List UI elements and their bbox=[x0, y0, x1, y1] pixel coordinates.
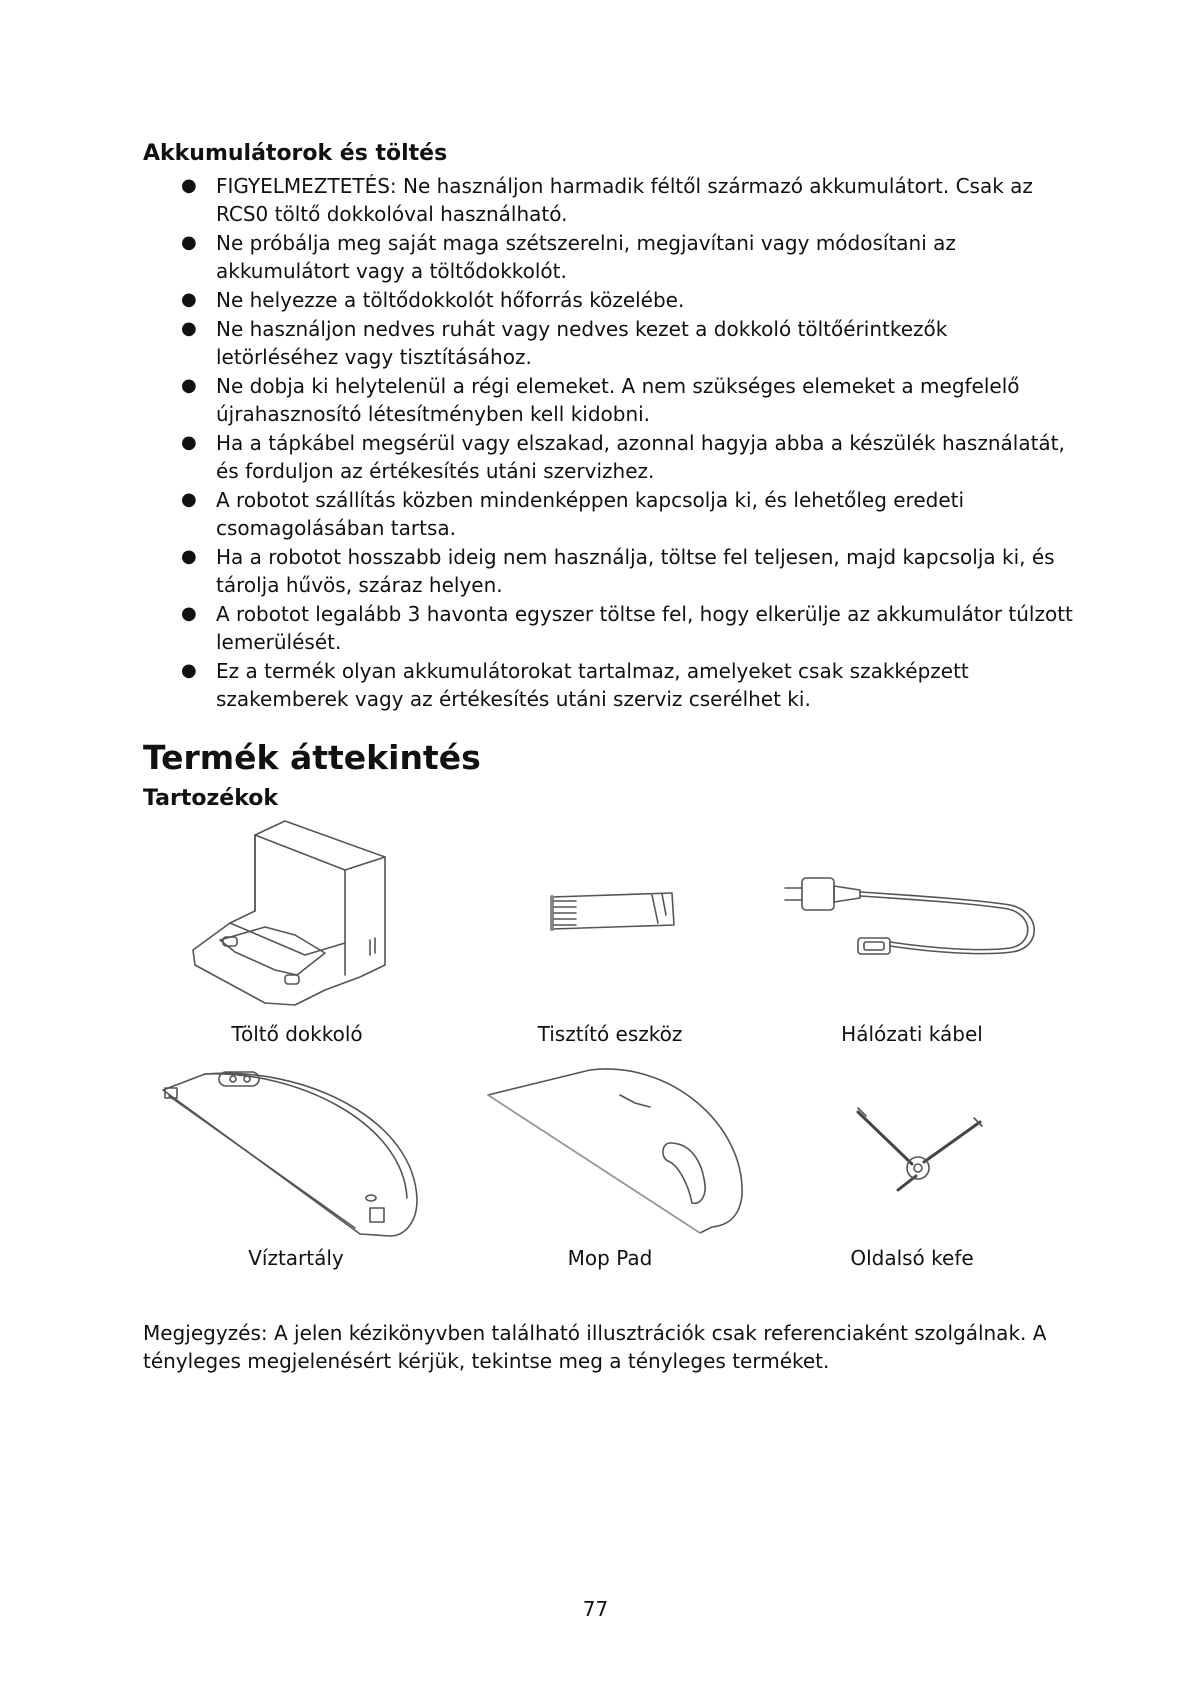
water-tank-item bbox=[155, 1060, 425, 1240]
list-item-text: FIGYELMEZTETÉS: Ne használjon harmadik féltől származó akkumulátort. Csak az RCS0 töltő dokkolóval használható. bbox=[216, 174, 1033, 226]
mop-pad-label: Mop Pad bbox=[567, 1246, 653, 1270]
power-cable-icon bbox=[780, 860, 1050, 970]
water-tank-icon bbox=[155, 1060, 425, 1240]
product-overview-heading: Termék áttekintés bbox=[143, 738, 481, 777]
mop-pad-icon bbox=[480, 1065, 750, 1240]
list-item bbox=[143, 372, 1073, 428]
side-brush-item bbox=[850, 1098, 990, 1198]
list-item bbox=[143, 543, 1073, 599]
list-item bbox=[143, 172, 1073, 228]
bullet-icon: ● bbox=[181, 175, 197, 196]
battery-section-heading: Akkumulátorok és töltés bbox=[143, 141, 448, 166]
list-item bbox=[143, 286, 1073, 314]
list-item-text: Ez a termék olyan akkumulátorokat tartalmaz, amelyeket csak szakképzett szakemberek vagy az értékesítés utáni szerviz cserélhet ki. bbox=[216, 659, 969, 711]
bullet-icon: ● bbox=[181, 232, 197, 253]
bullet-icon: ● bbox=[181, 432, 197, 453]
cleaning-tool-icon bbox=[540, 885, 680, 945]
bullet-icon: ● bbox=[181, 375, 197, 396]
list-item-text: A robotot legalább 3 havonta egyszer töltse fel, hogy elkerülje az akkumulátor túlzott lemerülését. bbox=[216, 602, 1073, 654]
power-cable-label: Hálózati kábel bbox=[841, 1022, 983, 1046]
mop-pad-item bbox=[480, 1065, 750, 1240]
list-item-text: Ne helyezze a töltődokkolót hőforrás közelébe. bbox=[216, 288, 685, 312]
side-brush-label: Oldalsó kefe bbox=[850, 1246, 974, 1270]
list-item-text: Ne dobja ki helytelenül a régi elemeket. A nem szükséges elemeket a megfelelő újrahasznosító létesítményben kell kidobni. bbox=[216, 374, 1020, 426]
charging-dock-label: Töltő dokkoló bbox=[231, 1022, 363, 1046]
list-item-text: Ne használjon nedves ruhát vagy nedves kezet a dokkoló töltőérintkezők letörléséhez vagy tisztításához. bbox=[216, 317, 948, 369]
list-item-text: Ha a robotot hosszabb ideig nem használja, töltse fel teljesen, majd kapcsolja ki, és tárolja hűvös, száraz helyen. bbox=[216, 545, 1055, 597]
page-number: 77 bbox=[582, 1597, 609, 1621]
charging-dock-icon bbox=[185, 815, 405, 1015]
power-cable-item bbox=[780, 860, 1050, 970]
accessories-heading: Tartozékok bbox=[143, 786, 279, 811]
charging-dock-item bbox=[185, 815, 405, 1015]
side-brush-icon bbox=[850, 1098, 990, 1198]
list-item bbox=[143, 600, 1073, 656]
cleaning-tool-label: Tisztító eszköz bbox=[537, 1022, 683, 1046]
list-item bbox=[143, 657, 1073, 713]
battery-warning-list bbox=[143, 172, 1073, 714]
list-item-text: A robotot szállítás közben mindenképpen kapcsolja ki, és lehetőleg eredeti csomagolásában tartsa. bbox=[216, 488, 965, 540]
list-item bbox=[143, 486, 1073, 542]
water-tank-label: Víztartály bbox=[248, 1246, 344, 1270]
bullet-icon: ● bbox=[181, 603, 197, 624]
list-item-text: Ne próbálja meg saját maga szétszerelni, megjavítani vagy módosítani az akkumulátort vagy a töltődokkolót. bbox=[216, 231, 956, 283]
list-item bbox=[143, 429, 1073, 485]
bullet-icon: ● bbox=[181, 289, 197, 310]
bullet-icon: ● bbox=[181, 660, 197, 681]
bullet-icon: ● bbox=[181, 318, 197, 339]
bullet-icon: ● bbox=[181, 546, 197, 567]
list-item bbox=[143, 315, 1073, 371]
list-item-text: Ha a tápkábel megsérül vagy elszakad, azonnal hagyja abba a készülék használatát, és forduljon az értékesítés utáni szervizhez. bbox=[216, 431, 1065, 483]
illustration-note: Megjegyzés: A jelen kézikönyvben található illusztrációk csak referenciaként szolgálnak. A tényleges megjelenésért kérjük, tekintse meg a tényleges terméket. bbox=[143, 1321, 1047, 1373]
bullet-icon: ● bbox=[181, 489, 197, 510]
list-item bbox=[143, 229, 1073, 285]
cleaning-tool-item bbox=[540, 885, 680, 945]
